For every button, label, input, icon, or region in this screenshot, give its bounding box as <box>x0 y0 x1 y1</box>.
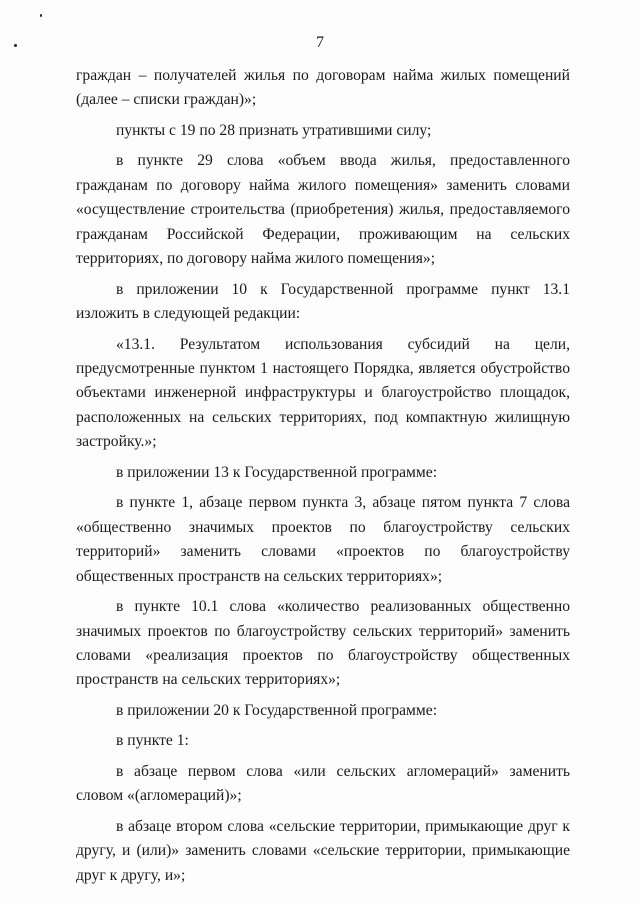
scan-speck <box>40 14 42 17</box>
paragraph: в пункте 10.1 слова «количество реализованных общественно значимых проектов по благоустройству сельских территорий» заменить словами «реализация проектов по благоустройству общественных пространств на сельских территориях»; <box>76 598 570 689</box>
paragraph: в приложении 13 к Государственной программе: <box>116 463 438 481</box>
paragraph-continuation: граждан – получателей жилья по договорам найма жилых помещений (далее – списки граждан)»; <box>76 67 570 109</box>
paragraph: в абзаце втором слова «сельские территории, примыкающие друг к другу, и (или)» заменить словами «сельские территории, примыкающие друг к другу, и»; <box>76 817 570 884</box>
paragraph: в пункте 1: <box>116 732 189 750</box>
page-number: 7 <box>316 34 324 51</box>
paragraph: в пункте 29 слова «объем ввода жилья, предоставленного гражданам по договору найма жилого помещения» заменить словами «осуществление строительства (приобретения) жилья, предоставляемого гражданам Российской Федерации, проживающим на сельских территориях, по договору найма жилого помещения»; <box>76 152 570 268</box>
paragraph: в приложении 10 к Государственной программе пункт 13.1 изложить в следующей редакции: <box>76 280 570 323</box>
paragraph: в приложении 20 к Государственной программе: <box>116 701 438 719</box>
paragraph: в абзаце первом слова «или сельских агломераций» заменить словом «(агломераций)»; <box>76 762 570 805</box>
paragraph: «13.1. Результатом использования субсидий на цели, предусмотренные пунктом 1 настоящего Порядка, является обустройство объектами инженерной инфраструктуры и благоустройство площадок, расположенных на сельских территориях, под компактную жилищную застройку.»; <box>76 335 570 451</box>
document-body <box>76 64 570 894</box>
paragraph: в пункте 1, абзаце первом пункта 3, абзаце пятом пункта 7 слова «общественно значимых проектов по благоустройству сельских территорий» заменить словами «проектов по благоустройству общественных пространств на сельских территориях»; <box>76 494 570 585</box>
paragraph: пункты с 19 по 28 признать утратившими силу; <box>116 121 432 139</box>
